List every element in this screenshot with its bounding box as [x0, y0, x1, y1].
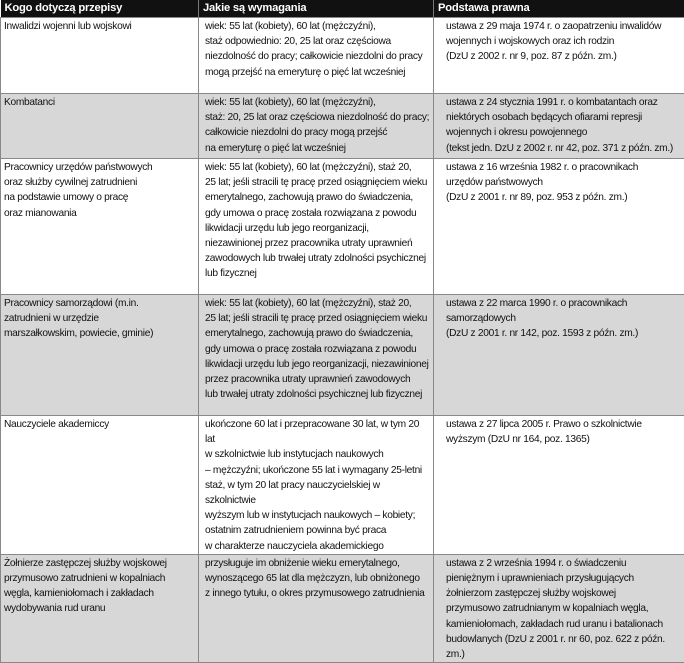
cell-who: Żołnierze zastępczej służby wojskowej przymusowo zatrudnieni w kopalniach węgla, kamieniołomach i zakładach wydobywania rud uranu — [1, 554, 199, 662]
cell-requirements: wiek: 55 lat (kobiety), 60 lat (mężczyźni), staż 20, 25 lat; jeśli stracili tę pracę przed osiągnięciem wieku emerytalnego, zachowują prawo do świadczenia, gdy umowa o pracę została rozwiązana z powodu likwidacji urzędu lub jego reorganizacji, niezawinionej przez pracownika utraty uprawnień zawodowych lub trwałej utraty zdolności psychicznej lub fizycznej — [199, 159, 434, 295]
cell-legal-basis: ustawa z 16 września 1982 r. o pracownikach urzędów państwowych (DzU z 2001 r. nr 89, poz. 953 z późn. zm.) — [434, 159, 684, 295]
cell-requirements: wiek: 55 lat (kobiety), 60 lat (mężczyźni), staż: 20, 25 lat oraz częściowa niezdolność do pracy; całkowicie niezdolni do pracy mogą przejść na emeryturę o pięć lat wcześniej — [199, 94, 434, 159]
table-row — [1, 94, 684, 159]
table-row — [1, 18, 684, 94]
cell-legal-basis: ustawa z 22 marca 1990 r. o pracownikach samorządowych (DzU z 2001 r. nr 142, poz. 1593 z późn. zm.) — [434, 295, 684, 416]
cell-who: Inwalidzi wojenni lub wojskowi — [1, 18, 199, 94]
header-requirements: Jakie są wymagania — [199, 0, 434, 18]
table-row — [1, 295, 684, 416]
cell-legal-basis: ustawa z 24 stycznia 1991 r. o kombatantach oraz niektórych osobach będących ofiarami represji wojennych i okresu powojennego (tekst jedn. DzU z 2002 r. nr 42, poz. 371 z późn. zm.) — [434, 94, 684, 159]
header-legal-basis: Podstawa prawna — [434, 0, 684, 18]
cell-requirements: przysługuje im obniżenie wieku emerytalnego, wynoszącego 65 lat dla mężczyzn, lub obniżonego z innego tytułu, o okres przymusowego zatrudnienia — [199, 554, 434, 662]
table-row — [1, 159, 684, 295]
cell-requirements: wiek: 55 lat (kobiety), 60 lat (mężczyźni), staż odpowiednio: 20, 25 lat oraz częściowa niezdolność do pracy; całkowicie niezdolni do pracy mogą przejść na emeryturę o pięć lat wcześniej — [199, 18, 434, 94]
table-body — [1, 18, 684, 663]
cell-requirements: ukończone 60 lat i przepracowane 30 lat, w tym 20 lat w szkolnictwie lub instytucjach naukowych – mężczyźni; ukończone 55 lat i wymagany 25-letni staż, w tym 20 lat pracy nauczycielskiej w szkolnictwie wyższym lub w instytucjach naukowych – kobiety; ostatnim zatrudnieniem powinna być praca w charakterze nauczyciela akademickiego — [199, 416, 434, 555]
cell-who: Pracownicy urzędów państwowych oraz służby cywilnej zatrudnieni na podstawie umowy o pracę oraz mianowania — [1, 159, 199, 295]
cell-who: Kombatanci — [1, 94, 199, 159]
cell-legal-basis: ustawa z 2 września 1994 r. o świadczeniu pieniężnym i uprawnieniach przysługujących żołnierzom zastępczej służby wojskowej przymusowo zatrudnianym w kopalniach węgla, kamieniołomach, zakładach rud uranu i batalionach budowlanych (DzU z 2001 r. nr 60, poz. 622 z późn. zm.) — [434, 554, 684, 662]
cell-who: Pracownicy samorządowi (m.in. zatrudnieni w urzędzie marszałkowskim, powiecie, gminie) — [1, 295, 199, 416]
table-header — [1, 0, 684, 18]
table-row — [1, 416, 684, 555]
cell-legal-basis: ustawa z 27 lipca 2005 r. Prawo o szkolnictwie wyższym (DzU nr 164, poz. 1365) — [434, 416, 684, 555]
header-who: Kogo dotyczą przepisy — [1, 0, 199, 18]
cell-legal-basis: ustawa z 29 maja 1974 r. o zaopatrzeniu inwalidów wojennych i wojskowych oraz ich rodzin (DzU z 2002 r. nr 9, poz. 87 z późn. zm.) — [434, 18, 684, 94]
cell-requirements: wiek: 55 lat (kobiety), 60 lat (mężczyźni), staż 20, 25 lat; jeśli stracili tę pracę przed osiągnięciem wieku emerytalnego, zachowują prawo do świadczenia, gdy umowa o pracę została rozwiązana z powodu likwidacji urzędu lub jego reorganizacji, niezawinionej przez pracownika utraty uprawnień zawodowych lub trwałej utraty zdolności psychicznej lub fizycznej — [199, 295, 434, 416]
cell-who: Nauczyciele akademiccy — [1, 416, 199, 555]
table-row — [1, 554, 684, 662]
